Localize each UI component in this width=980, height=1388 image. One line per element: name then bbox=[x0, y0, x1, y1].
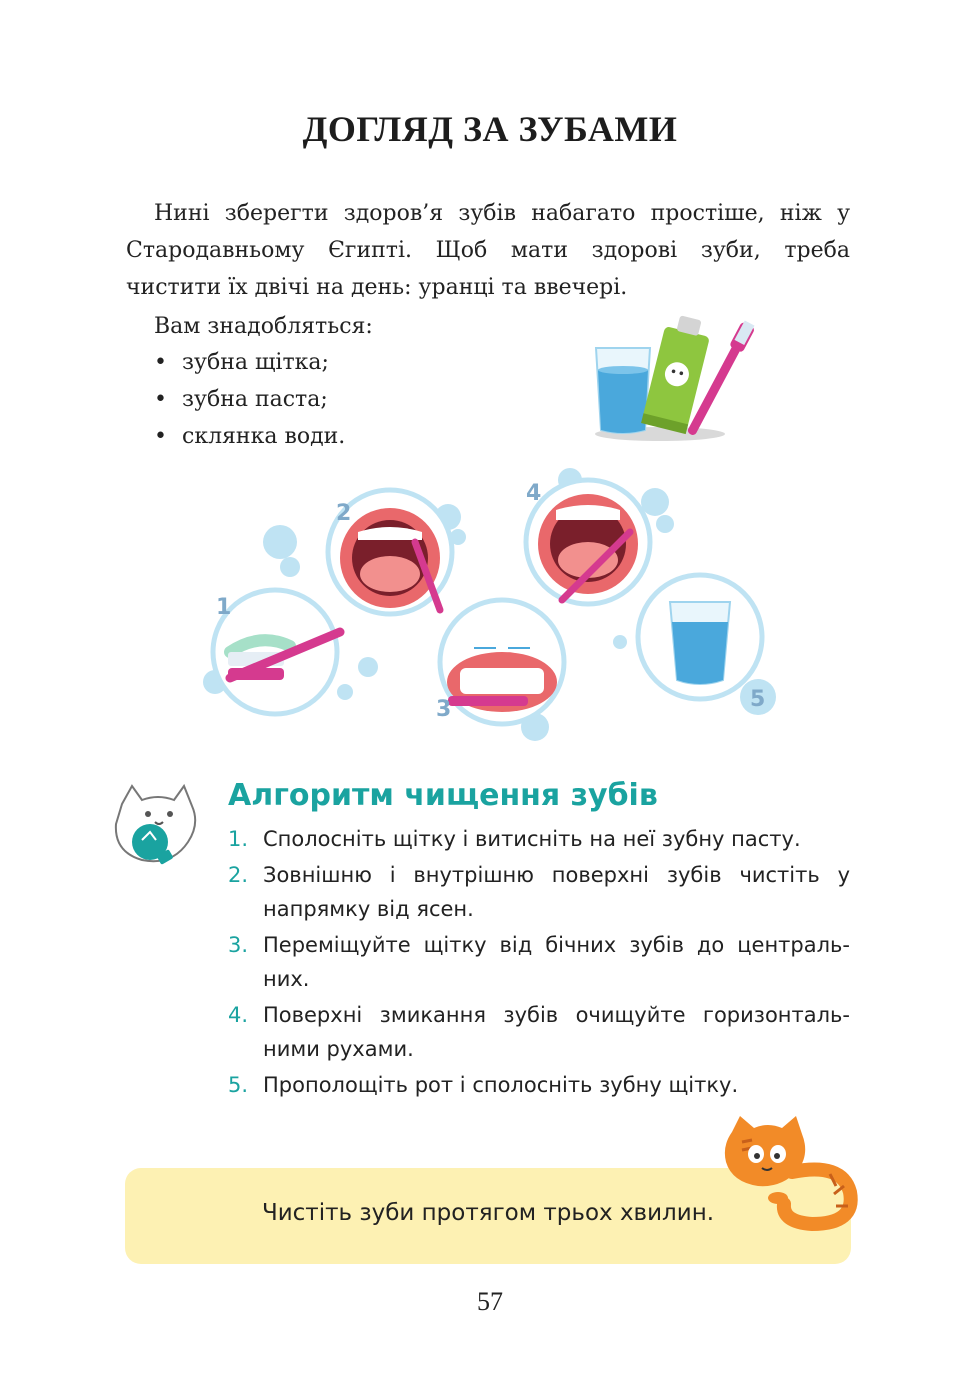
list-item: • зубна паста; bbox=[154, 381, 345, 418]
step-text: Зовнішню і внутрішню поверхні зубів чистіть у напрямку від ясен. bbox=[263, 863, 850, 921]
intro-line-3: чистити їх двічі на день: уранці та ввечері. bbox=[126, 275, 628, 300]
needed-list bbox=[154, 344, 345, 455]
list-item bbox=[228, 858, 850, 926]
page-number: 57 bbox=[477, 1287, 503, 1316]
intro-line-2: у Стародавньому Єгипті. Щоб мати здорові зуби, треба bbox=[126, 201, 851, 263]
step-num: 1. bbox=[228, 827, 249, 851]
brushing-steps-illustration bbox=[190, 462, 790, 762]
step-number-5: 5 bbox=[750, 687, 766, 712]
algorithm-steps bbox=[228, 822, 850, 1102]
list-item bbox=[228, 998, 850, 1066]
list-item bbox=[228, 1068, 850, 1102]
tip-text: Чистіть зуби протягом трьох хвилин. bbox=[261, 1200, 715, 1226]
toothbrush-glass-icon bbox=[590, 312, 760, 442]
algorithm-title: Алгоритм чищення зубів bbox=[228, 778, 658, 813]
list-item bbox=[228, 822, 850, 856]
step-number-1: 1 bbox=[216, 595, 232, 620]
step-text: Прополощіть рот і сполосніть зубну щітку. bbox=[263, 1073, 739, 1097]
step-text: Поверхні змикання зубів очищуйте горизонтальними рухами. bbox=[263, 1003, 850, 1061]
step-number-3: 3 bbox=[436, 697, 452, 722]
intro-line-1: Нині зберегти здоров’я зубів набагато простіше, ніж bbox=[154, 201, 822, 226]
step-num: 5. bbox=[228, 1073, 249, 1097]
step-number-2: 2 bbox=[336, 501, 352, 526]
step-num: 2. bbox=[228, 863, 249, 887]
step-num: 3. bbox=[228, 933, 249, 957]
orange-cat-icon bbox=[712, 1112, 862, 1232]
list-item: • зубна щітка; bbox=[154, 344, 345, 381]
list-item bbox=[228, 928, 850, 996]
page-title: ДОГЛЯД ЗА ЗУБАМИ bbox=[302, 109, 678, 149]
cat-lightbulb-icon bbox=[108, 780, 204, 876]
needed-label: Вам знадобляться: bbox=[154, 314, 373, 339]
step-number-4: 4 bbox=[526, 481, 542, 506]
intro-paragraph bbox=[126, 195, 850, 306]
step-num: 4. bbox=[228, 1003, 249, 1027]
step-text: Переміщуйте щітку від бічних зубів до центральних. bbox=[263, 933, 850, 991]
step-text: Сполосніть щітку і витисніть на неї зубну пасту. bbox=[263, 827, 801, 851]
list-item: • склянка води. bbox=[154, 418, 345, 455]
